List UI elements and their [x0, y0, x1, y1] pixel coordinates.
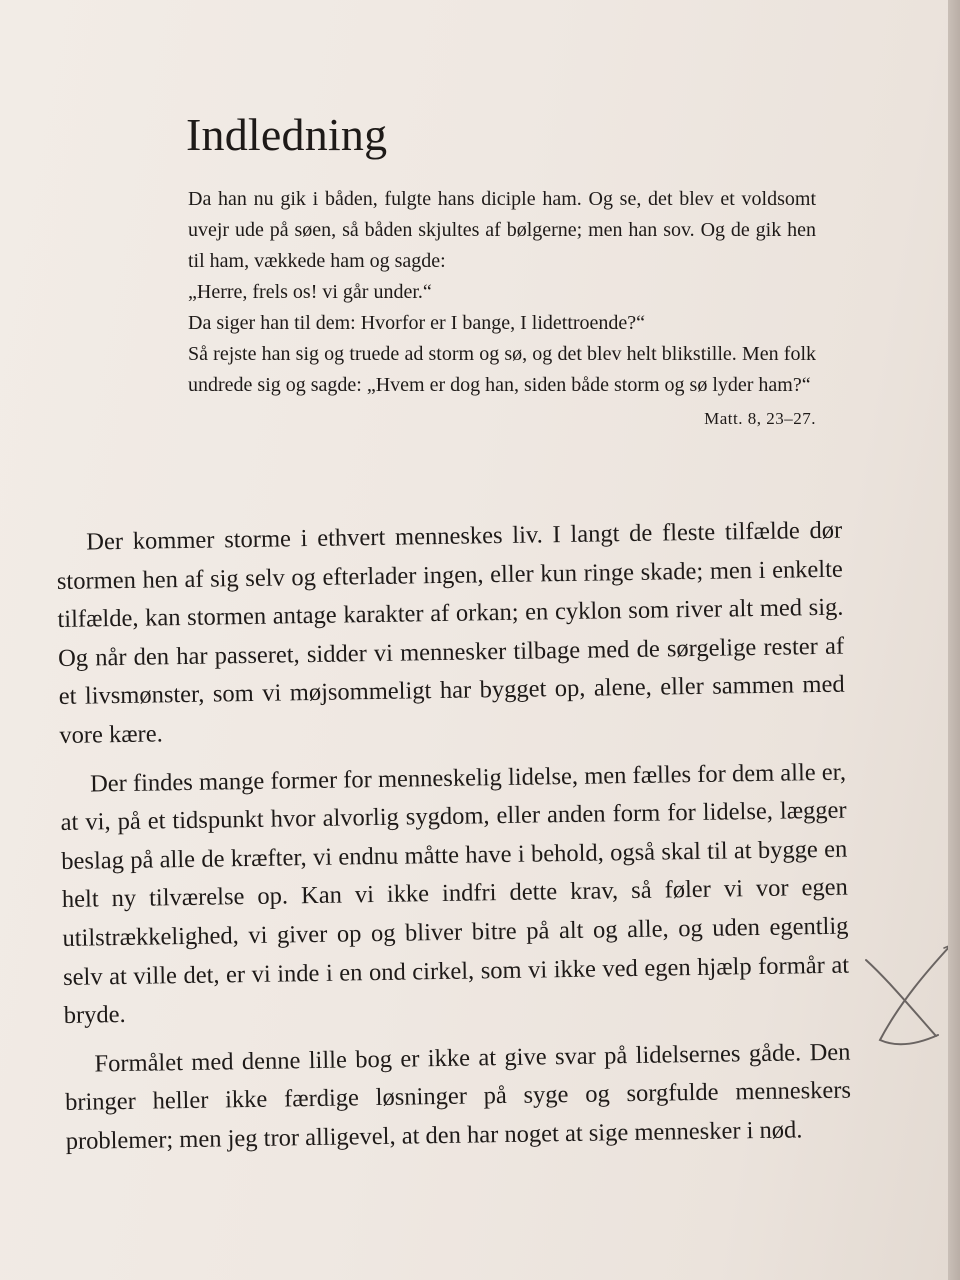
quote-source: Matt. 8, 23–27.: [704, 409, 816, 428]
paragraph: Der kommer storme i ethvert menneskes liv. I langt de fleste tilfælde dør stormen hen af sig selv og efterlader ingen, eller kun ringe skade; men i enkelte tilfælde, kan stormen antage karakter af orkan; en cyklon som river alt med sig. Og når den har passeret, sidder vi mennesker tilbage med de sørgelige rester af et livsmønster, som vi møjsommeligt har bygget op, alene, eller sammen med vore kære.: [56, 516, 845, 749]
quote-line: Da siger han til dem: Hvorfor er I bange, I lidettroende?“: [188, 312, 646, 334]
paragraph: Formålet med denne lille bog er ikke at give svar på lidelsernes gåde. Den bringer heller ikke færdige løsninger på syge og sorgfulde menneskers problemer; men jeg tror alligevel, at den har noget at sige mennesker i nød.: [64, 1038, 852, 1155]
handwritten-x-mark-icon: [858, 940, 958, 1055]
quote-line: Da han nu gik i båden, fulgte hans diciple ham. Og se, det blev et voldsomt uvejr ude på søen, så båden skjultes af bølgerne; men han sov. Og de gik hen til ham, vækkede ham og sagde:: [188, 188, 816, 272]
quote-line: „Herre, frels os! vi går under.“: [188, 281, 432, 303]
bible-quote: [188, 184, 816, 434]
page-edge: [948, 0, 960, 1280]
body-text: [56, 512, 852, 1172]
paragraph: Der findes mange former for menneskelig lidelse, men fælles for dem alle er, at vi, på et tidspunkt hvor alvorlig sygdom, eller anden form for lidelse, lægger beslag på alle de kræfter, vi endnu måtte have i behold, også skal til at bygge en helt ny tilværelse op. Kan vi ikke indfri dette krav, så føler vi vor egen utilstrækkelighed, vi giver op og bliver bitre på alt og alle, og uden egentlig selv at ville det, er vi inde i en ond cirkel, som vi ikke ved egen hjælp formår at bryde.: [60, 758, 850, 1030]
quote-line: Så rejste han sig og truede ad storm og sø, og det blev helt blikstille. Men folk undrede sig og sagde: „Hvem er dog han, siden både storm og sø lyder ham?“: [188, 343, 816, 396]
chapter-heading: Indledning: [186, 109, 388, 160]
